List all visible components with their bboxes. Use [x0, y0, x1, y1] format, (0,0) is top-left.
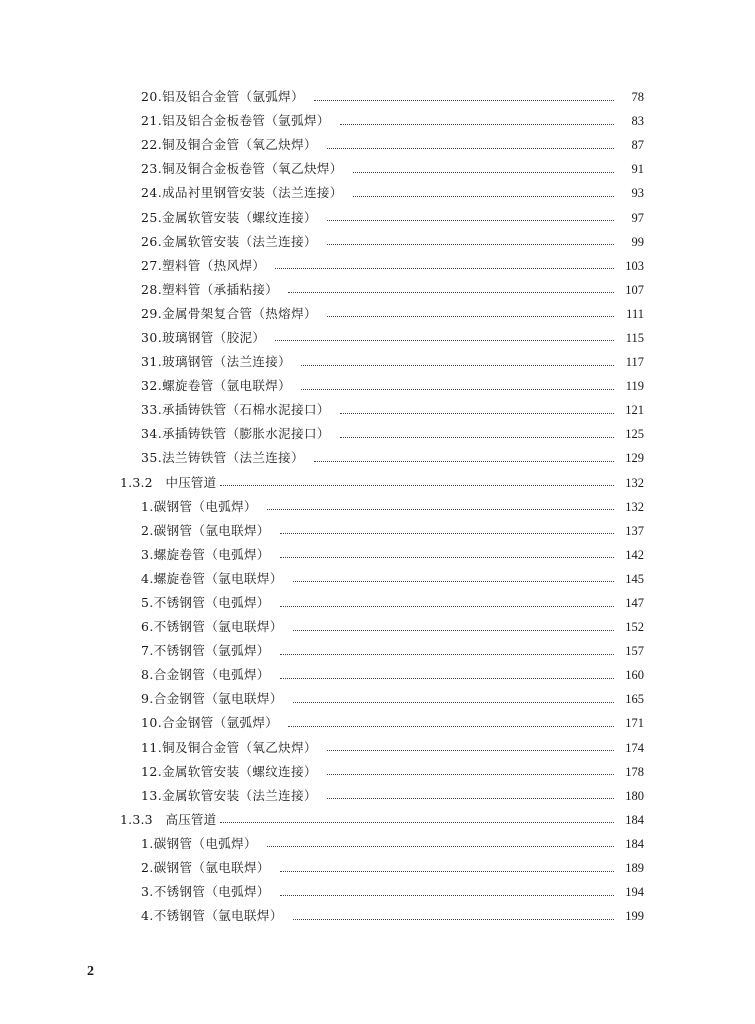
- toc-page-number: 180: [625, 788, 644, 803]
- toc-entry: [0, 856, 755, 880]
- toc-page-number: 115: [625, 330, 644, 345]
- toc-entry: [0, 446, 755, 470]
- dot-leader: [280, 678, 614, 679]
- toc-entry: [0, 639, 755, 663]
- toc-page-number: 142: [625, 547, 644, 562]
- dot-leader: [267, 846, 614, 847]
- toc-entry-title: 33.承插铸铁管（石棉水泥接口）: [141, 402, 330, 418]
- toc-entry-title: 24.成品衬里钢管安装（法兰连接）: [141, 185, 343, 201]
- toc-entry-title: 4.不锈钢管（氩电联焊）: [141, 908, 283, 924]
- toc-entry-title: 1.碳钢管（电弧焊）: [141, 835, 257, 851]
- toc-entry: [0, 543, 755, 567]
- dot-leader: [220, 485, 614, 486]
- toc-section-heading: [0, 808, 755, 832]
- toc-page-number: 157: [625, 644, 644, 659]
- toc-entry-title: 25.金属软管安装（螺纹连接）: [141, 209, 317, 225]
- toc-entry: [0, 615, 755, 639]
- dot-leader: [314, 461, 614, 462]
- toc-entry-title: 23.铜及铜合金板卷管（氧乙炔焊）: [141, 161, 343, 177]
- dot-leader: [220, 822, 614, 823]
- dot-leader: [314, 100, 614, 101]
- toc-entry: [0, 519, 755, 543]
- toc-entry: [0, 254, 755, 278]
- toc-entry: [0, 711, 755, 735]
- toc-page-number: 121: [625, 403, 644, 418]
- toc-page-number: 103: [625, 258, 644, 273]
- toc-page-number: 111: [626, 306, 644, 321]
- toc-entry: [0, 687, 755, 711]
- dot-leader: [280, 533, 614, 534]
- toc-entry-title: 31.玻璃钢管（法兰连接）: [141, 354, 292, 370]
- toc-entry-title: 35.法兰铸铁管（法兰连接）: [141, 450, 304, 466]
- toc-entry-title: 32.螺旋卷管（氩电联焊）: [141, 378, 292, 394]
- toc-page-number: 129: [625, 451, 644, 466]
- dot-leader: [280, 871, 614, 872]
- toc-entry-title: 8.合金钢管（电弧焊）: [141, 667, 270, 683]
- dot-leader: [327, 316, 614, 317]
- dot-leader: [288, 726, 614, 727]
- toc-page-number: 147: [625, 596, 644, 611]
- toc-entry: [0, 326, 755, 350]
- toc-entry-title: 5.不锈钢管（电弧焊）: [141, 595, 270, 611]
- toc-entry: [0, 350, 755, 374]
- toc-page-number: 171: [625, 716, 644, 731]
- toc-entry: [0, 109, 755, 133]
- dot-leader: [327, 244, 614, 245]
- toc-page-number: 87: [631, 138, 644, 153]
- dot-leader: [327, 774, 614, 775]
- toc-entry-title: 12.金属软管安装（螺纹连接）: [141, 763, 317, 779]
- toc-page-number: 160: [625, 668, 644, 683]
- toc-entry-title: 10.合金钢管（氩弧焊）: [141, 715, 279, 731]
- dot-leader: [275, 268, 614, 269]
- dot-leader: [280, 654, 614, 655]
- toc-entry-title: 27.塑料管（热风焊）: [141, 257, 266, 273]
- toc-entry-title: 13.金属软管安装（法兰连接）: [141, 787, 317, 803]
- toc-page-number: 78: [631, 90, 644, 105]
- toc-page-number: 83: [631, 114, 644, 129]
- toc-entry-title: 34.承插铸铁管（膨胀水泥接口）: [141, 426, 330, 442]
- toc-entry: [0, 880, 755, 904]
- toc-page-number: 132: [625, 475, 644, 490]
- toc-entry-title: 2.碳钢管（氩电联焊）: [141, 522, 270, 538]
- toc-page-number: 184: [625, 836, 644, 851]
- toc-entry-title: 3.不锈钢管（电弧焊）: [141, 884, 270, 900]
- toc-page-number: 137: [625, 523, 644, 538]
- toc-page-number: 194: [625, 885, 644, 900]
- toc-entry: [0, 422, 755, 446]
- toc-entry-title: 29.金属骨架复合管（热熔焊）: [141, 305, 317, 321]
- toc-entry: [0, 904, 755, 928]
- dot-leader: [327, 798, 614, 799]
- toc-entry-title: 11.铜及铜合金管（氧乙炔焊）: [141, 739, 317, 755]
- toc-page-number: 107: [625, 282, 644, 297]
- toc-page-number: 174: [625, 740, 644, 755]
- toc-page-number: 119: [625, 379, 644, 394]
- toc-page-number: 93: [631, 186, 644, 201]
- toc-page-number: 199: [625, 909, 644, 924]
- dot-leader: [293, 919, 614, 920]
- toc-entry-title: 20.铝及铝合金管（氩弧焊）: [141, 89, 304, 105]
- toc-entry-title: 3.螺旋卷管（电弧焊）: [141, 546, 270, 562]
- dot-leader: [288, 292, 614, 293]
- toc-entry-title: 7.不锈钢管（氩弧焊）: [141, 643, 270, 659]
- toc-section-heading: [0, 471, 755, 495]
- toc-entry: [0, 663, 755, 687]
- toc-entry: [0, 157, 755, 181]
- toc-entry: [0, 133, 755, 157]
- toc-entry-title: 1.3.2 中压管道: [120, 474, 217, 490]
- toc-entry: [0, 302, 755, 326]
- toc-entry: [0, 230, 755, 254]
- toc-entry-title: 1.碳钢管（电弧焊）: [141, 498, 257, 514]
- dot-leader: [267, 509, 614, 510]
- dot-leader: [340, 437, 614, 438]
- toc-entry-title: 6.不锈钢管（氩电联焊）: [141, 619, 283, 635]
- dot-leader: [327, 148, 614, 149]
- dot-leader: [293, 581, 614, 582]
- toc-entry: [0, 832, 755, 856]
- dot-leader: [340, 413, 614, 414]
- toc-entry-title: 28.塑料管（承插粘接）: [141, 281, 279, 297]
- toc-page-number: 99: [631, 234, 644, 249]
- toc-entry: [0, 181, 755, 205]
- dot-leader: [340, 124, 614, 125]
- toc-entry-title: 2.碳钢管（氩电联焊）: [141, 860, 270, 876]
- toc-entry-title: 30.玻璃钢管（胶泥）: [141, 329, 266, 345]
- toc-page-number: 152: [625, 620, 644, 635]
- dot-leader: [301, 365, 614, 366]
- dot-leader: [301, 389, 614, 390]
- toc-entry-title: 22.铜及铜合金管（氧乙炔焊）: [141, 137, 317, 153]
- toc-page-number: 125: [625, 427, 644, 442]
- dot-leader: [353, 196, 614, 197]
- toc-entry: [0, 85, 755, 109]
- toc-entry: [0, 398, 755, 422]
- dot-leader: [293, 630, 614, 631]
- toc-entry: [0, 495, 755, 519]
- dot-leader: [275, 340, 614, 341]
- dot-leader: [280, 895, 614, 896]
- toc-page-number: 132: [625, 499, 644, 514]
- toc-page-number: 184: [625, 812, 644, 827]
- toc-entry: [0, 567, 755, 591]
- toc-entry: [0, 591, 755, 615]
- toc-entry: [0, 760, 755, 784]
- table-of-contents: [0, 85, 755, 928]
- toc-page-number: 189: [625, 861, 644, 876]
- toc-page-number: 178: [625, 764, 644, 779]
- page-number: 2: [87, 964, 94, 979]
- toc-page-number: 91: [631, 162, 644, 177]
- toc-entry-title: 1.3.3 高压管道: [120, 811, 217, 827]
- toc-entry: [0, 736, 755, 760]
- toc-page-number: 145: [625, 571, 644, 586]
- toc-entry: [0, 374, 755, 398]
- dot-leader: [327, 750, 614, 751]
- dot-leader: [353, 172, 614, 173]
- dot-leader: [280, 557, 614, 558]
- toc-entry: [0, 784, 755, 808]
- toc-entry-title: 26.金属软管安装（法兰连接）: [141, 233, 317, 249]
- toc-page-number: 165: [625, 692, 644, 707]
- dot-leader: [327, 220, 614, 221]
- toc-page-number: 97: [631, 210, 644, 225]
- toc-entry-title: 21.铝及铝合金板卷管（氩弧焊）: [141, 113, 330, 129]
- toc-page-number: 117: [625, 355, 644, 370]
- toc-entry: [0, 278, 755, 302]
- toc-entry-title: 9.合金钢管（氩电联焊）: [141, 691, 283, 707]
- dot-leader: [293, 702, 614, 703]
- toc-entry-title: 4.螺旋卷管（氩电联焊）: [141, 570, 283, 586]
- toc-entry: [0, 205, 755, 229]
- dot-leader: [280, 606, 614, 607]
